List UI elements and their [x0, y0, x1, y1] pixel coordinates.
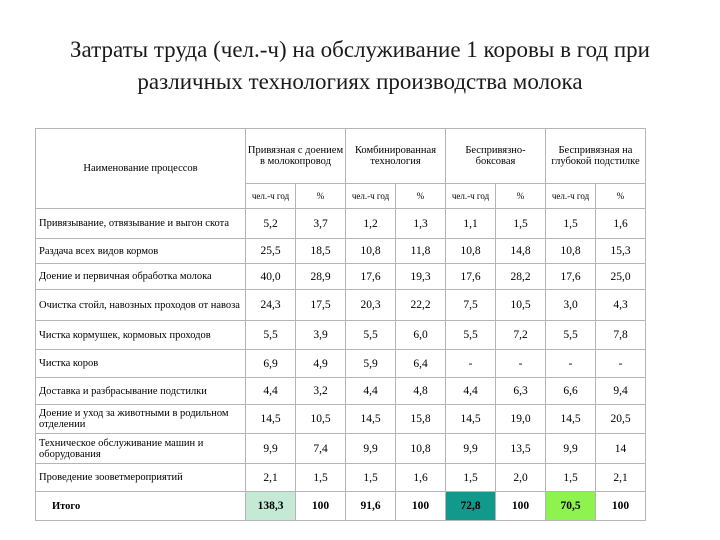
value-cell: 6,6	[546, 378, 596, 405]
total-value-cell: 100	[596, 492, 646, 521]
value-cell: -	[496, 350, 546, 378]
total-value-cell: 100	[496, 492, 546, 521]
value-cell: 5,5	[446, 321, 496, 350]
value-cell: 19,0	[496, 405, 546, 434]
value-cell: 5,5	[546, 321, 596, 350]
process-name: Чистка кормушек, кормовых проходов	[36, 321, 246, 350]
total-value-cell: 100	[396, 492, 446, 521]
value-cell: 9,9	[346, 434, 396, 464]
total-value-cell: 70,5	[546, 492, 596, 521]
value-cell: 10,8	[346, 239, 396, 264]
value-cell: 4,8	[396, 378, 446, 405]
value-cell: 13,5	[496, 434, 546, 464]
process-name: Привязывание, отвязывание и выгон скота	[36, 209, 246, 239]
value-cell: 15,3	[596, 239, 646, 264]
process-name: Доение и первичная обработка молока	[36, 264, 246, 290]
value-cell: 6,9	[246, 350, 296, 378]
value-cell: 40,0	[246, 264, 296, 290]
table-row	[36, 321, 646, 350]
value-cell: 4,9	[296, 350, 346, 378]
value-cell: 14	[596, 434, 646, 464]
value-cell: 10,8	[396, 434, 446, 464]
value-cell: 5,9	[346, 350, 396, 378]
total-value-cell: 138,3	[246, 492, 296, 521]
value-cell: 19,3	[396, 264, 446, 290]
process-name: Чистка коров	[36, 350, 246, 378]
value-cell: 17,6	[546, 264, 596, 290]
tech-header-combined: Комбинированная технология	[346, 129, 446, 184]
value-cell: 14,5	[346, 405, 396, 434]
value-cell: 1,6	[396, 464, 446, 492]
percent-header: %	[596, 184, 646, 209]
table-row	[36, 209, 646, 239]
value-cell: 6,4	[396, 350, 446, 378]
percent-header: %	[296, 184, 346, 209]
value-cell: 10,8	[446, 239, 496, 264]
value-cell: 1,6	[596, 209, 646, 239]
value-cell: 18,5	[296, 239, 346, 264]
total-value-cell: 100	[296, 492, 346, 521]
value-cell: 10,5	[296, 405, 346, 434]
value-cell: 6,3	[496, 378, 546, 405]
value-cell: 1,5	[296, 464, 346, 492]
value-cell: 1,5	[496, 209, 546, 239]
value-cell: 17,5	[296, 290, 346, 321]
value-cell: 1,3	[396, 209, 446, 239]
table-row	[36, 239, 646, 264]
value-cell: 28,2	[496, 264, 546, 290]
value-cell: 2,1	[596, 464, 646, 492]
value-cell: 1,1	[446, 209, 496, 239]
value-cell: 17,6	[446, 264, 496, 290]
tech-header-deep-litter: Беспривязная на глубокой подстилке	[546, 129, 646, 184]
value-cell: 1,2	[346, 209, 396, 239]
value-cell: 1,5	[346, 464, 396, 492]
value-cell: 10,5	[496, 290, 546, 321]
value-cell: 10,8	[546, 239, 596, 264]
table-row	[36, 378, 646, 405]
process-name: Доение и уход за животными в родильном отделении	[36, 405, 246, 434]
value-cell: 6,0	[396, 321, 446, 350]
total-value-cell: 91,6	[346, 492, 396, 521]
value-cell: 4,4	[246, 378, 296, 405]
table-body	[36, 209, 646, 521]
value-cell: 20,5	[596, 405, 646, 434]
total-label: Итого	[36, 492, 246, 521]
unit-header: чел.-ч год	[446, 184, 496, 209]
value-cell: 11,8	[396, 239, 446, 264]
total-row	[36, 492, 646, 521]
value-cell: 3,9	[296, 321, 346, 350]
tech-header-tied: Привязная с доением в молокопровод	[246, 129, 346, 184]
labor-cost-table	[35, 128, 646, 521]
value-cell: 25,5	[246, 239, 296, 264]
process-name: Очистка стойл, навозных проходов от навоза	[36, 290, 246, 321]
value-cell: -	[446, 350, 496, 378]
value-cell: 9,9	[446, 434, 496, 464]
value-cell: 3,0	[546, 290, 596, 321]
table-row	[36, 290, 646, 321]
process-name: Проведение зооветмероприятий	[36, 464, 246, 492]
value-cell: 20,3	[346, 290, 396, 321]
total-value-cell: 72,8	[446, 492, 496, 521]
value-cell: 14,5	[446, 405, 496, 434]
value-cell: 5,5	[346, 321, 396, 350]
table-row	[36, 434, 646, 464]
value-cell: 1,5	[546, 464, 596, 492]
value-cell: 4,3	[596, 290, 646, 321]
tech-header-loose-box: Беспривязно-боксовая	[446, 129, 546, 184]
value-cell: 15,8	[396, 405, 446, 434]
value-cell: 9,9	[246, 434, 296, 464]
value-cell: 4,4	[346, 378, 396, 405]
value-cell: -	[596, 350, 646, 378]
process-name: Доставка и разбрасывание подстилки	[36, 378, 246, 405]
value-cell: 1,5	[546, 209, 596, 239]
value-cell: 14,5	[246, 405, 296, 434]
value-cell: 2,1	[246, 464, 296, 492]
value-cell: 7,8	[596, 321, 646, 350]
value-cell: 5,2	[246, 209, 296, 239]
percent-header: %	[396, 184, 446, 209]
value-cell: -	[546, 350, 596, 378]
labor-table-container	[35, 128, 646, 521]
percent-header: %	[496, 184, 546, 209]
value-cell: 7,2	[496, 321, 546, 350]
value-cell: 28,9	[296, 264, 346, 290]
value-cell: 9,4	[596, 378, 646, 405]
value-cell: 7,5	[446, 290, 496, 321]
value-cell: 14,5	[546, 405, 596, 434]
value-cell: 7,4	[296, 434, 346, 464]
page-title: Затраты труда (чел.-ч) на обслуживание 1 коровы в год при различных технологиях производства молока	[70, 37, 650, 94]
value-cell: 22,2	[396, 290, 446, 321]
process-name: Техническое обслуживание машин и оборудования	[36, 434, 246, 464]
process-column-header: Наименование процессов	[36, 129, 246, 209]
value-cell: 4,4	[446, 378, 496, 405]
value-cell: 24,3	[246, 290, 296, 321]
process-name: Раздача всех видов кормов	[36, 239, 246, 264]
value-cell: 2,0	[496, 464, 546, 492]
unit-header: чел.-ч год	[546, 184, 596, 209]
value-cell: 17,6	[346, 264, 396, 290]
value-cell: 9,9	[546, 434, 596, 464]
value-cell: 14,8	[496, 239, 546, 264]
unit-header: чел.-ч год	[346, 184, 396, 209]
value-cell: 1,5	[446, 464, 496, 492]
table-row	[36, 264, 646, 290]
table-row	[36, 464, 646, 492]
table-row	[36, 405, 646, 434]
value-cell: 5,5	[246, 321, 296, 350]
value-cell: 25,0	[596, 264, 646, 290]
value-cell: 3,2	[296, 378, 346, 405]
value-cell: 3,7	[296, 209, 346, 239]
table-row	[36, 350, 646, 378]
unit-header: чел.-ч год	[246, 184, 296, 209]
